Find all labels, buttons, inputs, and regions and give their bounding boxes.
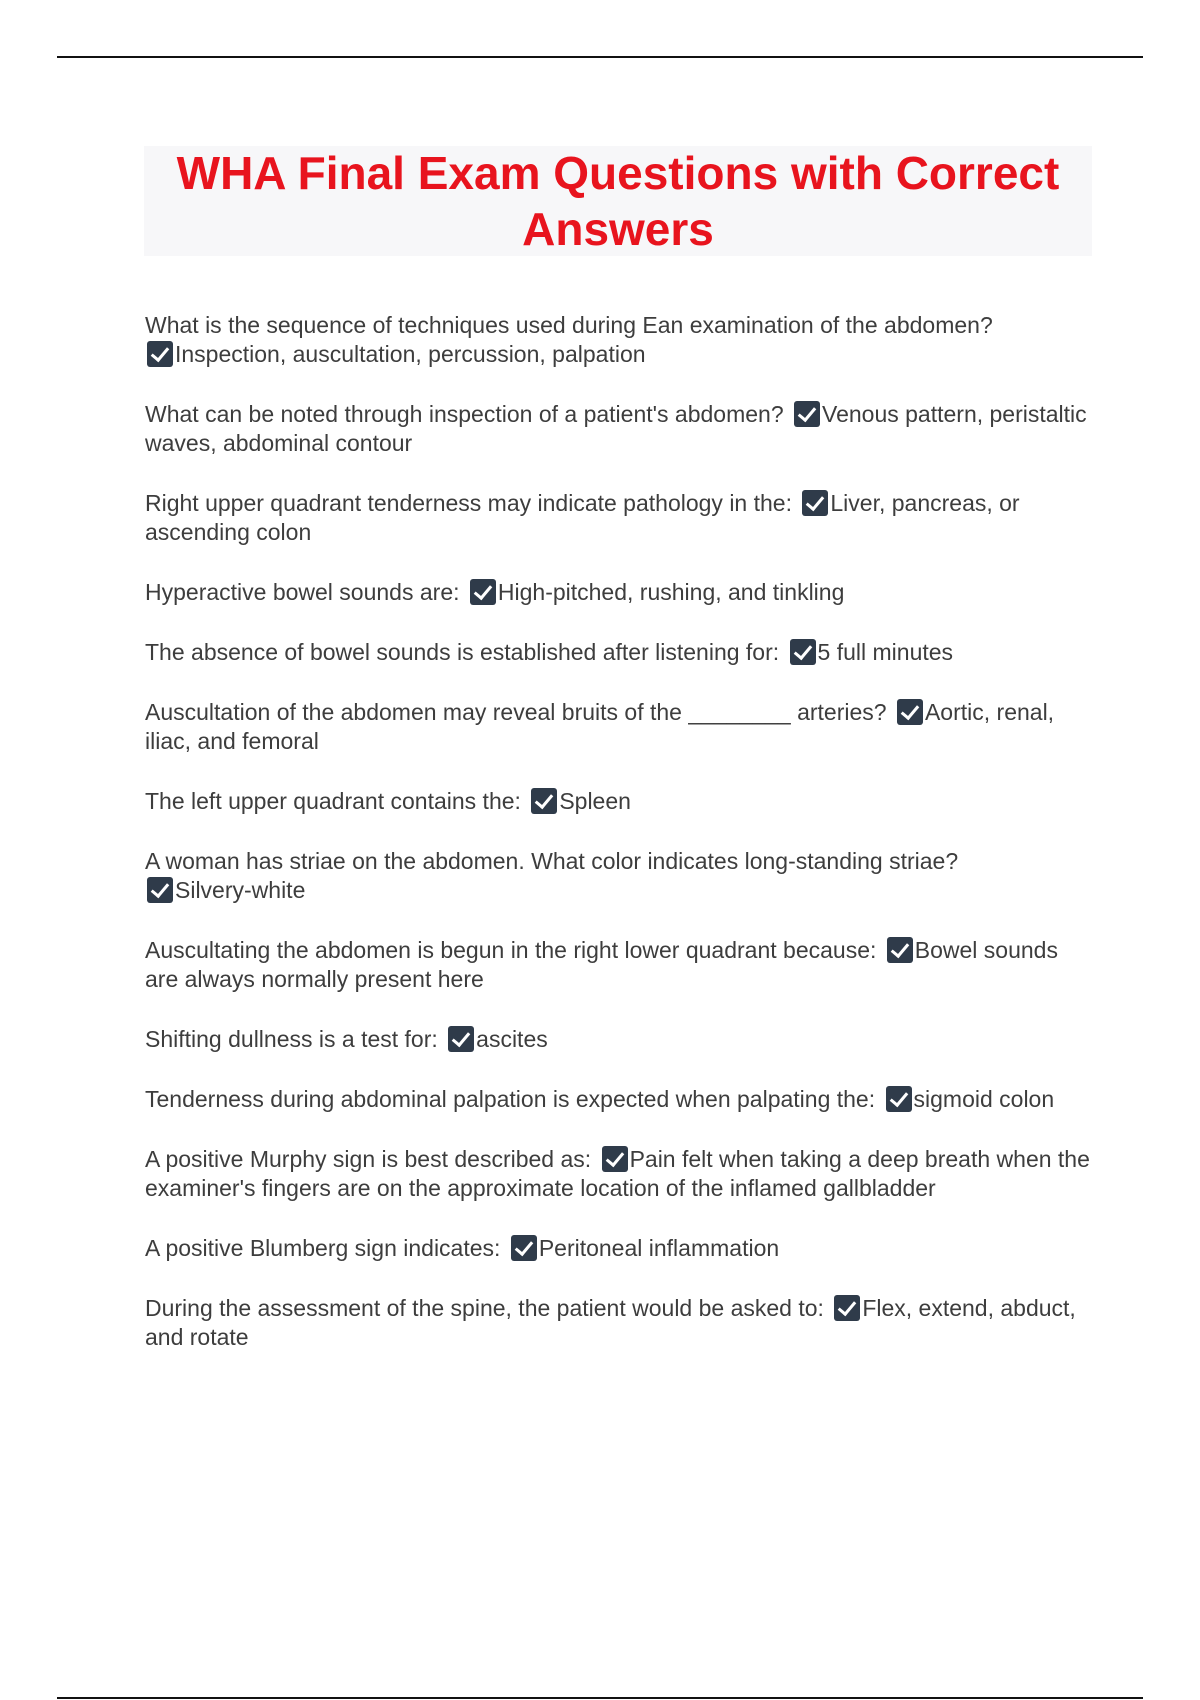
answer-text: 5 full minutes	[817, 639, 954, 665]
answer-text: Venous pattern, peristaltic waves, abdominal contour	[145, 401, 1087, 456]
checkmark-icon	[886, 1086, 912, 1112]
answer-text: Pain felt when taking a deep breath when the examiner's fingers are on the approximate location of the inflamed gallbladder	[145, 1146, 1090, 1201]
question-text: What is the sequence of techniques used during Ean examination of the abdomen?	[145, 312, 993, 338]
question-text: A positive Murphy sign is best described as:	[145, 1146, 592, 1172]
question-text: Auscultating the abdomen is begun in the right lower quadrant because:	[145, 937, 877, 963]
answer-text: High-pitched, rushing, and tinkling	[497, 579, 845, 605]
answer-text: Bowel sounds are always normally present here	[145, 937, 1058, 992]
question-text: Auscultation of the abdomen may reveal bruits of the ________ arteries?	[145, 699, 887, 725]
answer-text: Aortic, renal, iliac, and femoral	[145, 699, 1055, 754]
title-banner	[144, 146, 1092, 256]
qa-item	[145, 1234, 1095, 1263]
answer-text: Inspection, auscultation, percussion, palpation	[175, 341, 646, 367]
top-divider	[57, 56, 1143, 58]
qa-list	[145, 311, 1095, 1383]
checkmark-icon	[790, 639, 816, 665]
answer-text: ascites	[476, 1026, 548, 1052]
bottom-divider	[57, 1697, 1143, 1699]
question-text: The absence of bowel sounds is established after listening for:	[145, 639, 780, 665]
qa-item	[145, 847, 1095, 905]
qa-item	[145, 311, 1095, 369]
qa-item	[145, 787, 1095, 816]
checkmark-icon	[794, 401, 820, 427]
answer-text: Peritoneal inflammation	[538, 1235, 780, 1261]
qa-item	[145, 698, 1095, 756]
checkmark-icon	[602, 1146, 628, 1172]
checkmark-icon	[147, 341, 173, 367]
question-text: A positive Blumberg sign indicates:	[145, 1235, 501, 1261]
qa-item	[145, 400, 1095, 458]
qa-item	[145, 1145, 1095, 1203]
checkmark-icon	[834, 1295, 860, 1321]
qa-item	[145, 489, 1095, 547]
answer-text: sigmoid colon	[913, 1086, 1055, 1112]
qa-item	[145, 1294, 1095, 1352]
qa-item	[145, 1085, 1095, 1114]
qa-item	[145, 936, 1095, 994]
question-text: What can be noted through inspection of a patient's abdomen?	[145, 401, 784, 427]
checkmark-icon	[448, 1026, 474, 1052]
checkmark-icon	[802, 490, 828, 516]
answer-text: Spleen	[559, 788, 631, 814]
checkmark-icon	[887, 937, 913, 963]
question-text: Tenderness during abdominal palpation is expected when palpating the:	[145, 1086, 876, 1112]
checkmark-icon	[470, 579, 496, 605]
checkmark-icon	[897, 699, 923, 725]
answer-text: Liver, pancreas, or ascending colon	[145, 490, 1020, 545]
qa-item	[145, 1025, 1095, 1054]
question-text: The left upper quadrant contains the:	[145, 788, 521, 814]
checkmark-icon	[531, 788, 557, 814]
question-text: A woman has striae on the abdomen. What color indicates long-standing striae?	[145, 848, 959, 874]
question-text: During the assessment of the spine, the patient would be asked to:	[145, 1295, 824, 1321]
question-text: Hyperactive bowel sounds are:	[145, 579, 460, 605]
qa-item	[145, 638, 1095, 667]
checkmark-icon	[511, 1235, 537, 1261]
page-title: WHA Final Exam Questions with Correct Answers	[176, 147, 1060, 255]
answer-text: Flex, extend, abduct, and rotate	[145, 1295, 1076, 1350]
question-text: Shifting dullness is a test for:	[145, 1026, 438, 1052]
checkmark-icon	[147, 877, 173, 903]
question-text: Right upper quadrant tenderness may indicate pathology in the:	[145, 490, 792, 516]
answer-text: Silvery-white	[175, 877, 306, 903]
qa-item	[145, 578, 1095, 607]
